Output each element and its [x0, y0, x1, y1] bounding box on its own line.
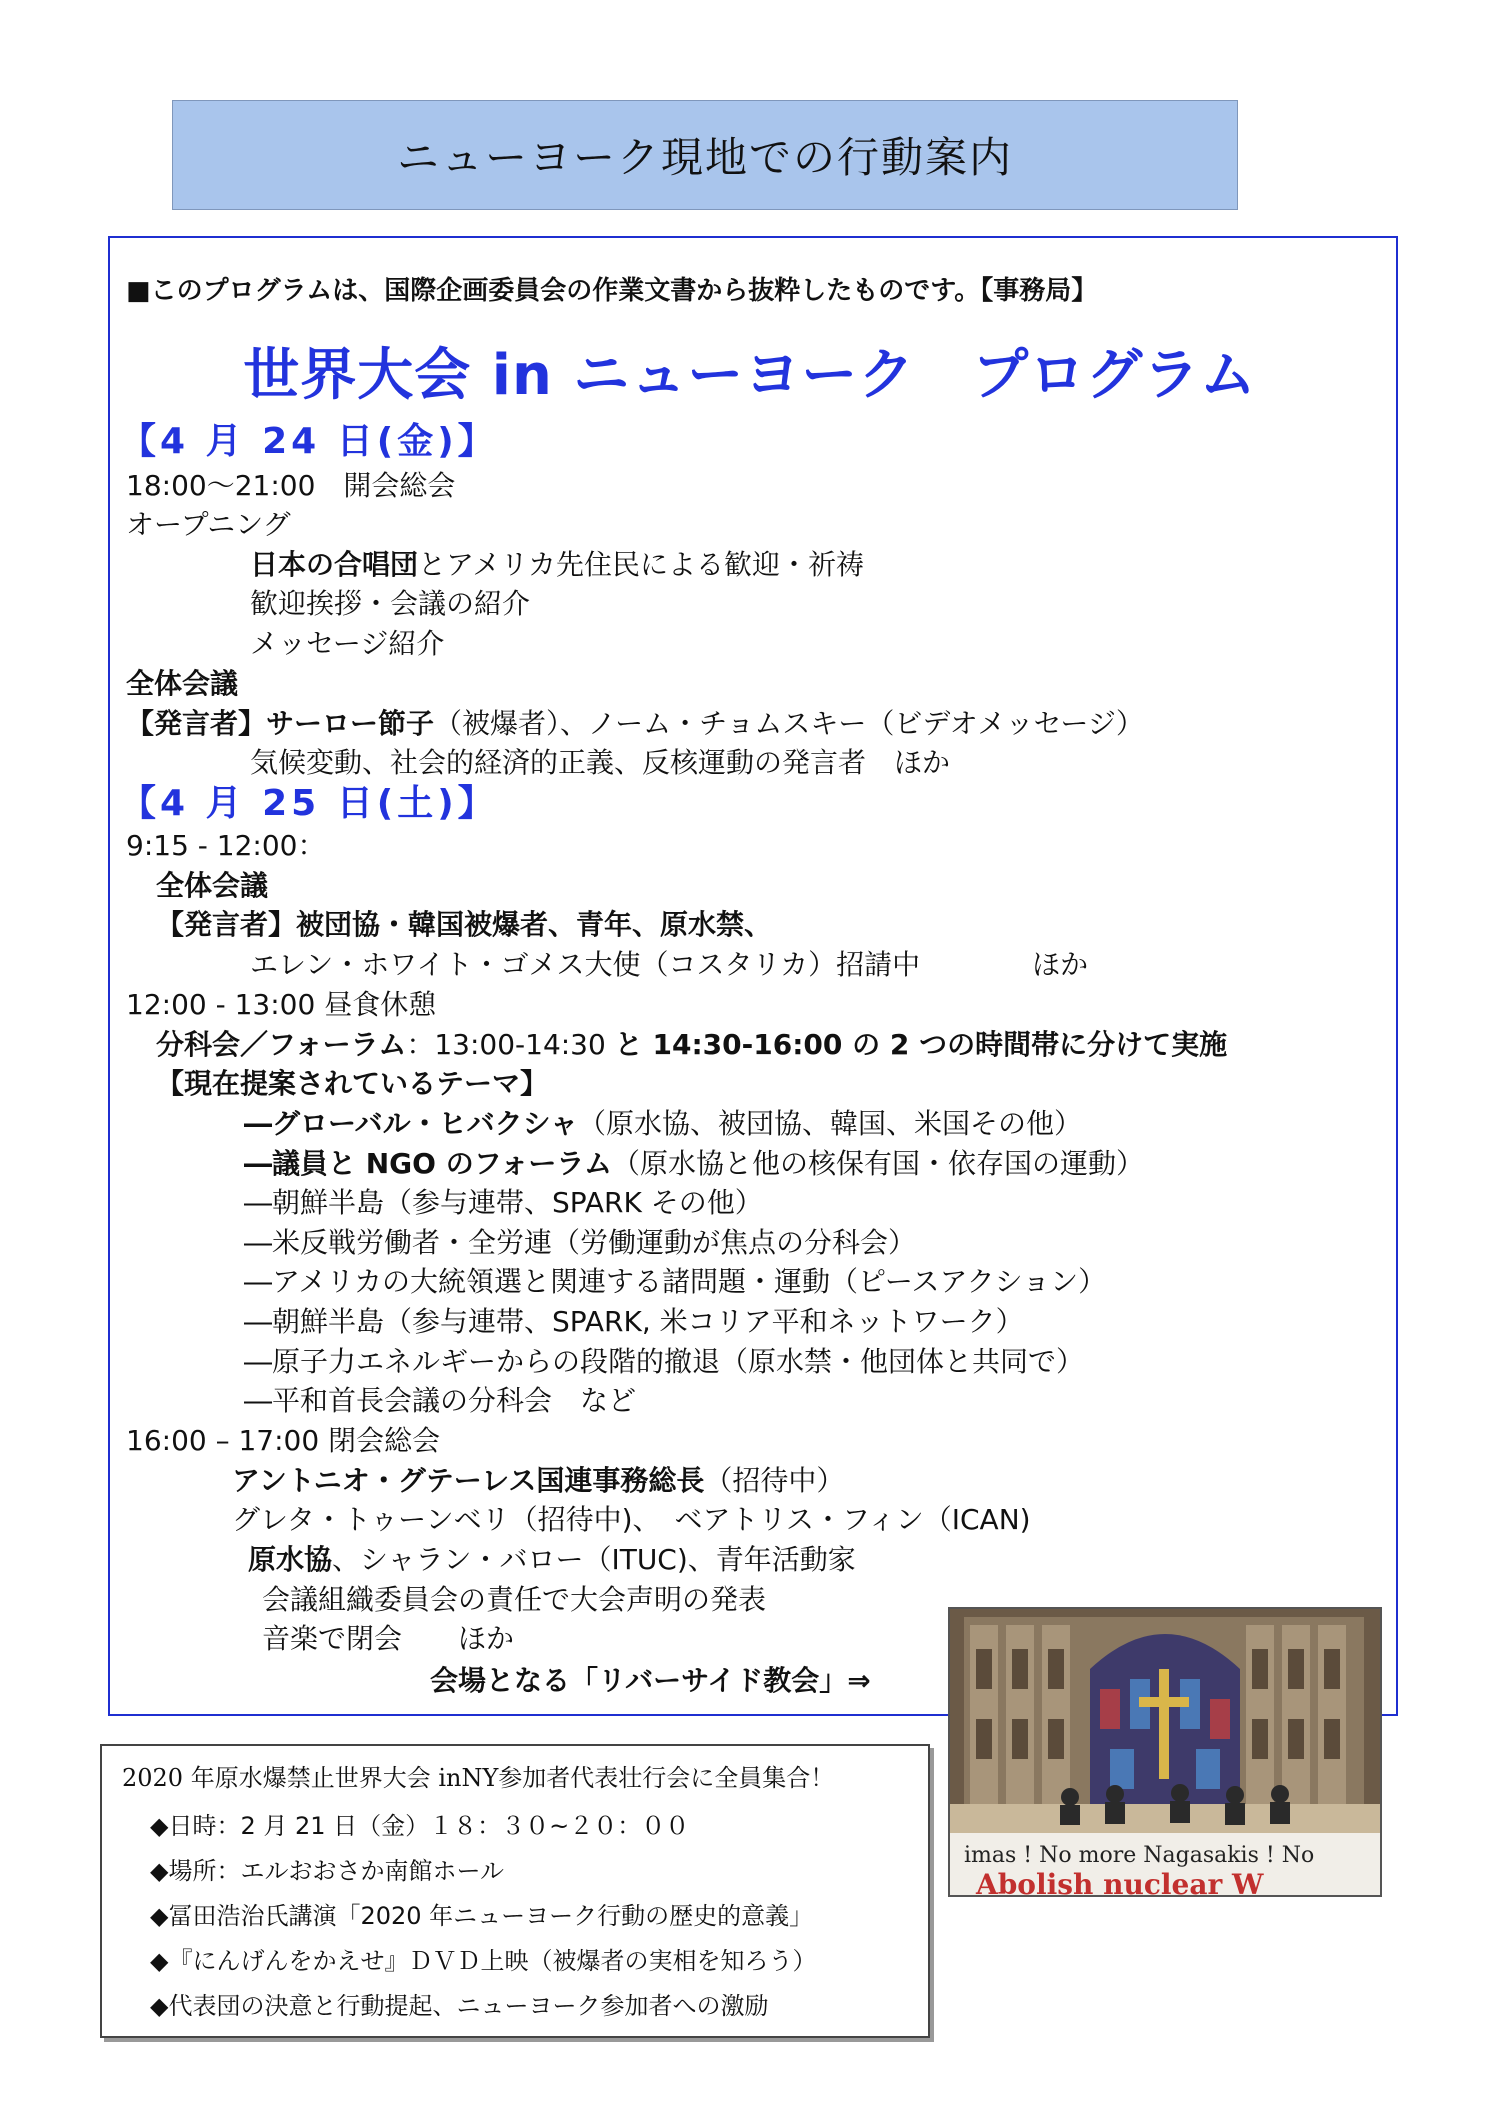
day2-speakers: 【発言者】被団協・韓国被爆者、青年、原水禁、: [156, 908, 773, 941]
photo-banner-text-red: Abolish nuclear W: [976, 1868, 1264, 1897]
day2-themes-header: 【現在提案されているテーマ】: [156, 1067, 549, 1100]
day1-plenary: 全体会議: [126, 667, 239, 700]
theme-item: ―米反戦労働者・全労連（労働運動が焦点の分科会）: [244, 1226, 917, 1259]
church-photo: [948, 1607, 1382, 1897]
page-banner: ニューヨーク現地での行動案内: [172, 100, 1238, 210]
notice-item: ◆場所：エルおおさか南館ホール: [150, 1857, 504, 1885]
closing-item: アントニオ・グテーレス国連事務総長（招待中）: [232, 1464, 845, 1497]
theme-item: ―議員と NGO のフォーラム（原水協と他の核保有国・依存国の運動）: [244, 1147, 1145, 1180]
closing-item: 音楽で閉会 ほか: [262, 1622, 515, 1655]
photo-banner-text: imas ! No more Nagasakis ! No: [964, 1843, 1315, 1868]
day1-opening-item: 歓迎挨拶・会議の紹介: [250, 587, 531, 620]
day2-date: 【4 月 25 日(土)】: [120, 783, 498, 824]
day1-speakers: 【発言者】サーロー節子（被爆者）、ノーム・チョムスキー（ビデオメッセージ）: [126, 707, 1144, 740]
day2-sessions: 分科会／フォーラム：13:00-14:30 と 14:30-16:00 の 2 つの時間帯に分けて実施: [156, 1028, 1228, 1061]
theme-item: ―グローバル・ヒバクシャ（原水協、被団協、韓国、米国その他）: [244, 1107, 1083, 1140]
closing-item: 会議組織委員会の責任で大会声明の発表: [262, 1583, 767, 1616]
theme-item: ―朝鮮半島（参与連帯、SPARK その他）: [244, 1186, 763, 1219]
theme-item: ―原子力エネルギーからの段階的撤退（原水禁・他団体と共同で）: [244, 1345, 1085, 1378]
program-title: 世界大会 in ニューヨーク プログラム: [243, 343, 1257, 408]
day2-speakers-more: エレン・ホワイト・ゴメス大使（コスタリカ）招請中 ほか: [250, 948, 1089, 981]
theme-item: ―朝鮮半島（参与連帯、SPARK, 米コリア平和ネットワーク）: [244, 1305, 1024, 1338]
day1-opening-item: メッセージ紹介: [250, 627, 445, 660]
send-off-notice: [100, 1744, 930, 2038]
notice-item: ◆冨田浩治氏講演「2020 年ニューヨーク行動の歴史的意義」: [150, 1902, 814, 1930]
venue-caption: 会場となる「リバーサイド教会」⇒: [430, 1664, 871, 1697]
day1-date: 【4 月 24 日(金)】: [120, 421, 498, 462]
day2-plenary: 全体会議: [156, 869, 269, 902]
day1-time: 18:00〜21:00 開会総会: [126, 469, 456, 502]
notice-item: ◆代表団の決意と行動提起、ニューヨーク参加者への激励: [150, 1992, 769, 2020]
notice-item: ◆『にんげんをかえせ』ＤＶＤ上映（被爆者の実相を知ろう）: [150, 1947, 817, 1975]
day1-speakers-more: 気候変動、社会的経済的正義、反核運動の発言者 ほか: [250, 746, 951, 779]
day2-time: 9:15 - 12:00：: [126, 829, 326, 862]
notice-title: 2020 年原水爆禁止世界大会 inNY参加者代表壮行会に全員集合！: [122, 1764, 835, 1792]
day1-opening: オープニング: [126, 508, 291, 541]
intro-note: ■このプログラムは、国際企画委員会の作業文書から抜粋したものです。【事務局】: [126, 276, 1098, 306]
day2-lunch: 12:00 - 13:00 昼食休憩: [126, 988, 437, 1021]
closing-item: グレタ・トゥーンベリ（招待中)、 ベアトリス・フィン（ICAN): [232, 1503, 1031, 1536]
closing-item: 原水協、シャラン・バロー（ITUC)、青年活動家: [248, 1543, 856, 1576]
day1-opening-item: 日本の合唱団とアメリカ先住民による歓迎・祈祷: [250, 548, 865, 581]
notice-item: ◆日時：2 月 21 日（金）１８：３０~２０：００: [150, 1812, 690, 1840]
theme-item: ―アメリカの大統領選と関連する諸問題・運動（ピースアクション）: [244, 1265, 1107, 1298]
theme-item: ―平和首長会議の分科会 など: [244, 1384, 637, 1417]
day2-closing: 16:00 – 17:00 閉会総会: [126, 1424, 441, 1457]
